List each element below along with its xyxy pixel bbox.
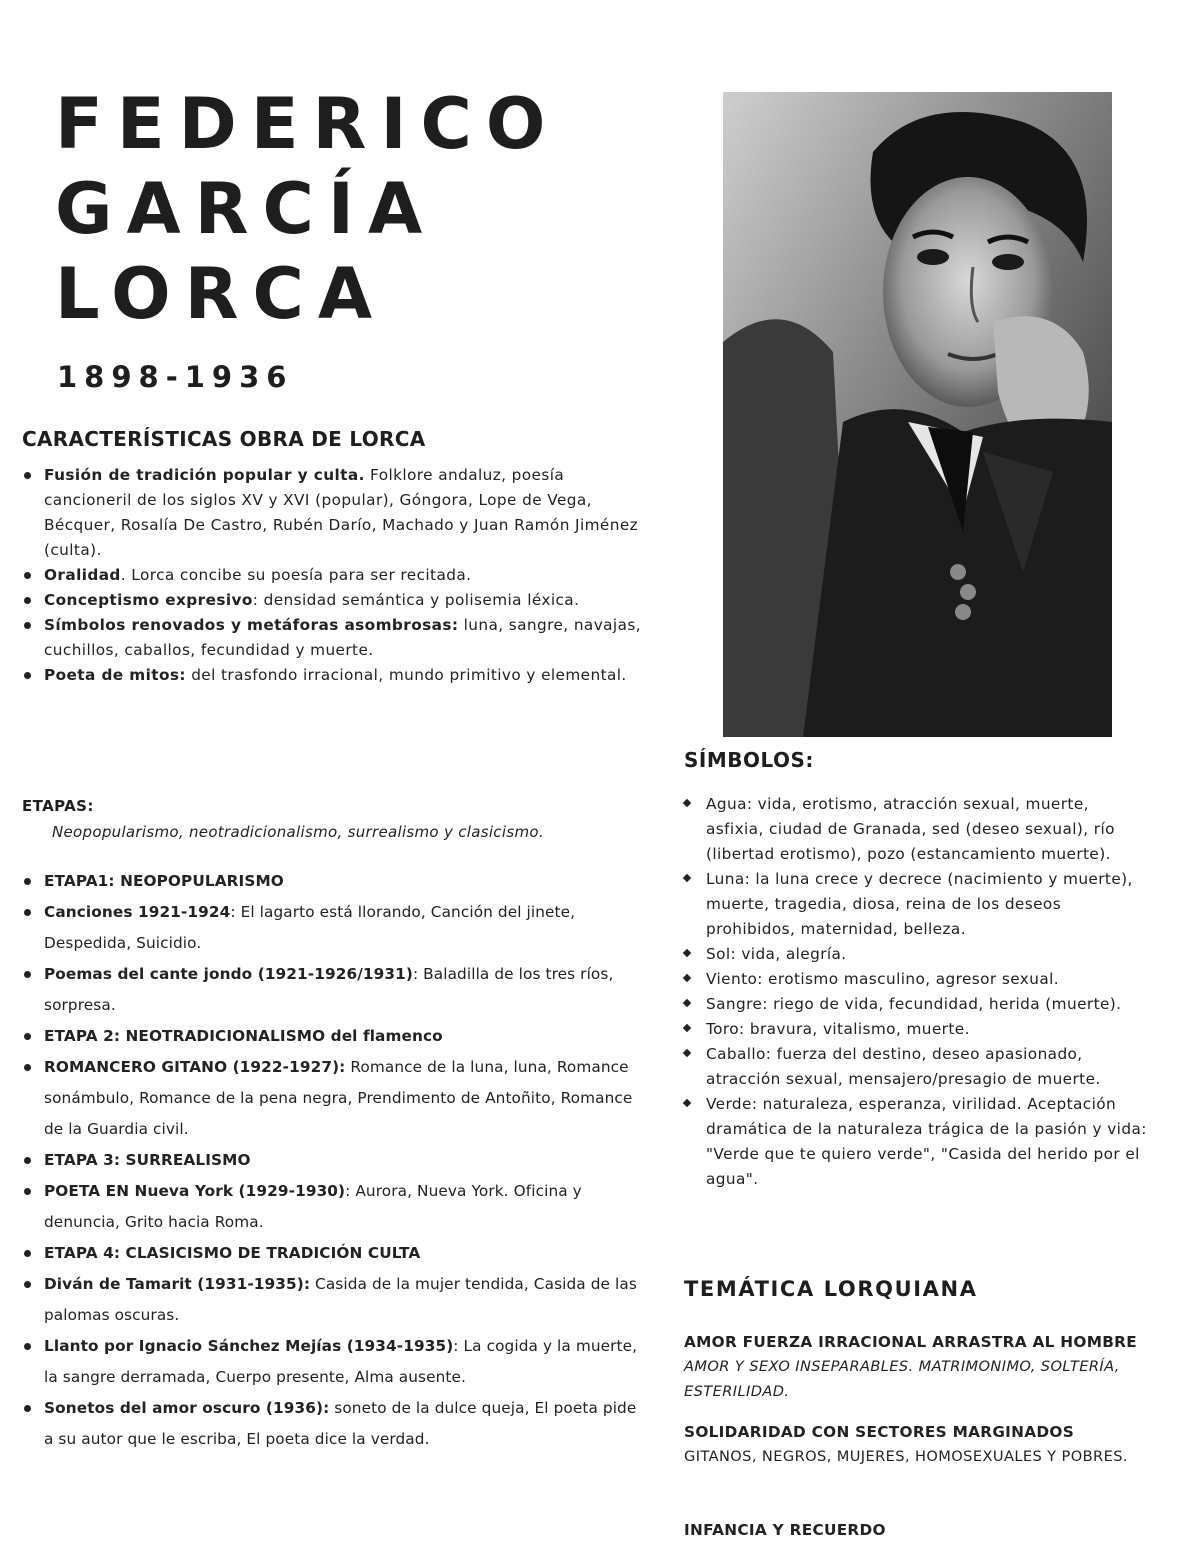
portrait-photo	[723, 92, 1112, 737]
list-item: Oralidad. Lorca concibe su poesía para ser recitada.	[22, 563, 642, 588]
title-line-1: FEDERICO	[55, 83, 560, 165]
list-item: Viento: erotismo masculino, agresor sexual.	[680, 967, 1150, 992]
simbolos-heading: SÍMBOLOS:	[684, 748, 814, 772]
page-title	[55, 82, 655, 337]
years-label: 1898-1936	[57, 360, 294, 394]
tematica-block-amor	[684, 1330, 1154, 1404]
tematica-heading: TEMÁTICA LORQUIANA	[684, 1277, 978, 1301]
list-item: ETAPA 4: CLASICISMO DE TRADICIÓN CULTA	[22, 1238, 647, 1269]
tematica-title: SOLIDARIDAD CON SECTORES MARGINADOS	[684, 1423, 1075, 1441]
etapas-list	[22, 866, 647, 1455]
list-item: Diván de Tamarit (1931-1935): Casida de la mujer tendida, Casida de las palomas oscuras.	[22, 1269, 647, 1331]
list-item: ETAPA1: NEOPOPULARISMO	[22, 866, 647, 897]
list-item: Poemas del cante jondo (1921-1926/1931): Baladilla de los tres ríos, sorpresa.	[22, 959, 647, 1021]
list-item: Sangre: riego de vida, fecundidad, herida (muerte).	[680, 992, 1150, 1017]
list-item: Llanto por Ignacio Sánchez Mejías (1934-1935): La cogida y la muerte, la sangre derramada, Cuerpo presente, Alma ausente.	[22, 1331, 647, 1393]
portrait-icon	[723, 92, 1112, 737]
list-item: Sonetos del amor oscuro (1936): soneto de la dulce queja, El poeta pide a su autor que le escriba, El poeta dice la verdad.	[22, 1393, 647, 1455]
list-item: Agua: vida, erotismo, atracción sexual, muerte, asfixia, ciudad de Granada, sed (deseo sexual), río (libertad erotismo), pozo (estancamiento muerte).	[680, 792, 1150, 867]
list-item: Verde: naturaleza, esperanza, virilidad. Aceptación dramática de la naturaleza trágica de la pasión y vida: "Verde que te quiero verde", "Casida del herido por el agua".	[680, 1092, 1150, 1192]
list-item: ETAPA 3: SURREALISMO	[22, 1145, 647, 1176]
etapas-subtitle: Neopopularismo, neotradicionalismo, surrealismo y clasicismo.	[52, 823, 544, 841]
title-line-3: LORCA	[55, 253, 387, 335]
caracteristicas-list	[22, 463, 642, 688]
list-item: Conceptismo expresivo: densidad semántica y polisemia léxica.	[22, 588, 642, 613]
tematica-block-infancia	[684, 1518, 1154, 1542]
list-item: Canciones 1921-1924: El lagarto está llorando, Canción del jinete, Despedida, Suicidio.	[22, 897, 647, 959]
tematica-desc: AMOR Y SEXO INSEPARABLES. MATRIMONIMO, SOLTERÍA, ESTERILIDAD.	[684, 1358, 1120, 1400]
title-line-2: GARCÍA	[55, 168, 437, 250]
tematica-block-solidaridad	[684, 1420, 1154, 1469]
list-item: POETA EN Nueva York (1929-1930): Aurora, Nueva York. Oficina y denuncia, Grito hacia Roma.	[22, 1176, 647, 1238]
list-item: Caballo: fuerza del destino, deseo apasionado, atracción sexual, mensajero/presagio de muerte.	[680, 1042, 1150, 1092]
tematica-desc: GITANOS, NEGROS, MUJERES, HOMOSEXUALES Y POBRES.	[684, 1448, 1128, 1465]
list-item: ETAPA 2: NEOTRADICIONALISMO del flamenco	[22, 1021, 647, 1052]
list-item: Sol: vida, alegría.	[680, 942, 1150, 967]
etapas-heading: ETAPAS:	[22, 797, 94, 815]
tematica-title: AMOR FUERZA IRRACIONAL ARRASTRA AL HOMBRE	[684, 1333, 1138, 1351]
list-item: Fusión de tradición popular y culta. Folklore andaluz, poesía cancioneril de los siglos XV y XVI (popular), Góngora, Lope de Vega, Bécquer, Rosalía De Castro, Rubén Darío, Machado y Juan Ramón Jiménez (culta).	[22, 463, 642, 563]
list-item: Símbolos renovados y metáforas asombrosas: luna, sangre, navajas, cuchillos, caballos, fecundidad y muerte.	[22, 613, 642, 663]
tematica-title: INFANCIA Y RECUERDO	[684, 1521, 886, 1539]
caracteristicas-heading: CARACTERÍSTICAS OBRA DE LORCA	[22, 427, 426, 451]
simbolos-list	[680, 792, 1150, 1192]
list-item: Poeta de mitos: del trasfondo irracional, mundo primitivo y elemental.	[22, 663, 642, 688]
list-item: ROMANCERO GITANO (1922-1927): Romance de la luna, luna, Romance sonámbulo, Romance de la pena negra, Prendimento de Antoñito, Romance de la Guardia civil.	[22, 1052, 647, 1145]
list-item: Luna: la luna crece y decrece (nacimiento y muerte), muerte, tragedia, diosa, reina de los deseos prohibidos, maternidad, belleza.	[680, 867, 1150, 942]
list-item: Toro: bravura, vitalismo, muerte.	[680, 1017, 1150, 1042]
